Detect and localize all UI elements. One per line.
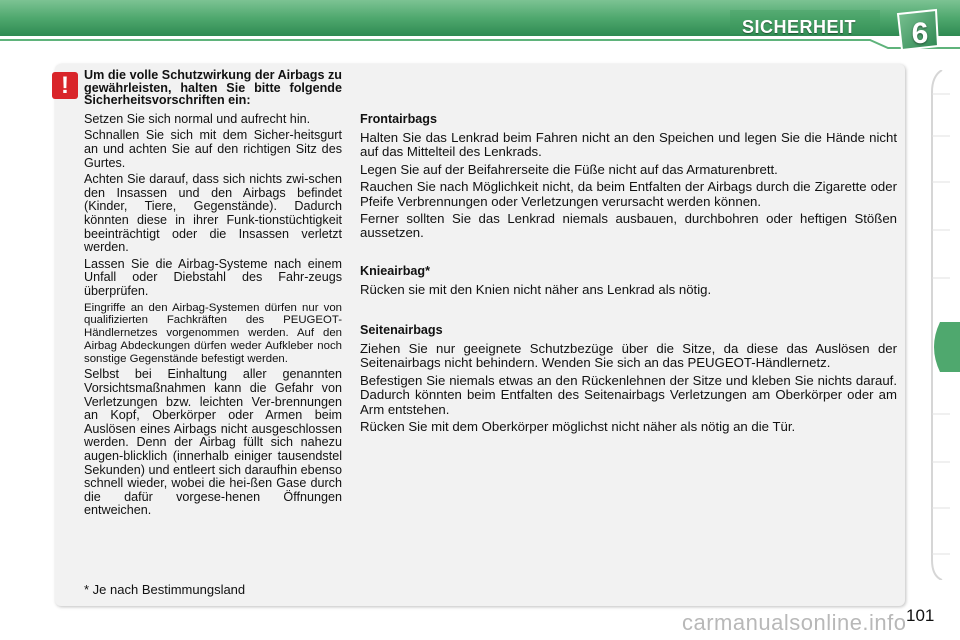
safety-rule: Achten Sie darauf, dass sich nichts zwi-schen den Insassen und den Airbags befindet (Kinder, Tiere, Gegenstände). Dadurch könnten diese in ihrer Funk-tionstüchtigkeit beeinträchtigt oder die Insassen verletzt werden. xyxy=(84,172,342,255)
section-paragraph: Legen Sie auf der Beifahrerseite die Füße nicht auf das Armaturenbrett. xyxy=(360,161,778,177)
chapter-title: SICHERHEIT xyxy=(742,17,857,37)
safety-rules-column xyxy=(84,69,342,521)
side-airbags-section xyxy=(360,323,897,437)
chapter-number: 6 xyxy=(911,17,929,50)
section-title: Knieairbag* xyxy=(360,264,430,278)
safety-rule: Selbst bei Einhaltung aller genannten Vorsichtsmaßnahmen kann die Gefahr von Verletzungen bzw. leichten Ver-brennungen an Kopf, Oberkörper oder Armen beim Auslösen eines Airbags nicht ausgeschlossen werden. Denn der Airbag füllt sich nahezu augen-blicklich (innerhalb einiger tausendstel Sekunden) und entleert sich daraufhin ebenso schnell wieder, wobei die hei-ßen Gase durch die dafür vorgese-henen Öffnungen entweichen. xyxy=(84,367,342,518)
chapter-tabs-graphic xyxy=(928,70,960,580)
safety-rule: Lassen Sie die Airbag-Systeme nach einem Unfall oder Diebstahl des Fahr-zeugs überprüfen. xyxy=(84,256,342,298)
knee-airbag-section xyxy=(360,264,897,300)
footnote: * Je nach Bestimmungsland xyxy=(84,582,246,597)
section-paragraph: Befestigen Sie niemals etwas an den Rückenlehnen der Sitze und kleben Sie nichts darauf. Dadurch könnten beim Entfalten des Seitenairbags Verletzungen am Oberkörper oder am Arm entstehen. xyxy=(360,372,897,417)
front-airbags-section xyxy=(360,112,897,244)
safety-rule: Setzen Sie sich normal und aufrecht hin. xyxy=(84,111,311,126)
section-paragraph: Rücken sie mit den Knien nicht näher ans Lenkrad als nötig. xyxy=(360,282,712,297)
section-paragraph: Ziehen Sie nur geeignete Schutzbezüge über die Sitze, da diese das Auslösen der Seitenairbags nicht behindern. Wenden Sie sich an das PEUGEOT-Händlernetz. xyxy=(360,341,897,371)
warning-icon xyxy=(52,72,78,99)
section-title: Frontairbags xyxy=(360,112,437,126)
chapter-tabs xyxy=(928,70,960,580)
warning-glyph: ! xyxy=(61,72,69,99)
section-paragraph: Halten Sie das Lenkrad beim Fahren nicht an den Speichen und legen Sie die Hände nicht auf das Mittelteil des Lenkrads. xyxy=(360,130,897,160)
safety-rule: Schnallen Sie sich mit dem Sicher-heitsgurt an und achten Sie auf den richtigen Sitz des Gurtes. xyxy=(84,128,342,170)
safety-rule: Eingriffe an den Airbag-Systemen dürfen nur von qualifizierten Fachkräften des PEUGEOT-Händlernetzes vorgenommen werden. Auf den Airbag Abdeckungen dürfen weder Aufkleber noch sonstige Gegenstände befestigt werden. xyxy=(84,301,342,365)
section-title: Seitenairbags xyxy=(360,323,443,337)
section-paragraph: Ferner sollten Sie das Lenkrad niemals ausbauen, durchbohren oder heftigen Stößen aussetzen. xyxy=(360,211,897,241)
page-number: 101 xyxy=(906,606,935,625)
watermark: carmanualsonline.info xyxy=(682,610,907,635)
safety-rules-lead: Um die volle Schutzwirkung der Airbags zu gewährleisten, halten Sie bitte folgende Sicherheitsvorschriften ein: xyxy=(84,68,342,108)
section-paragraph: Rücken Sie mit dem Oberkörper möglichst nicht näher als nötig an die Tür. xyxy=(360,419,796,435)
header-banner xyxy=(0,0,960,50)
section-paragraph: Rauchen Sie nach Möglichkeit nicht, da beim Entfalten der Airbags durch die Zigarette oder Pfeife Verbrennungen oder Verletzungen verursacht werden können. xyxy=(360,179,897,209)
